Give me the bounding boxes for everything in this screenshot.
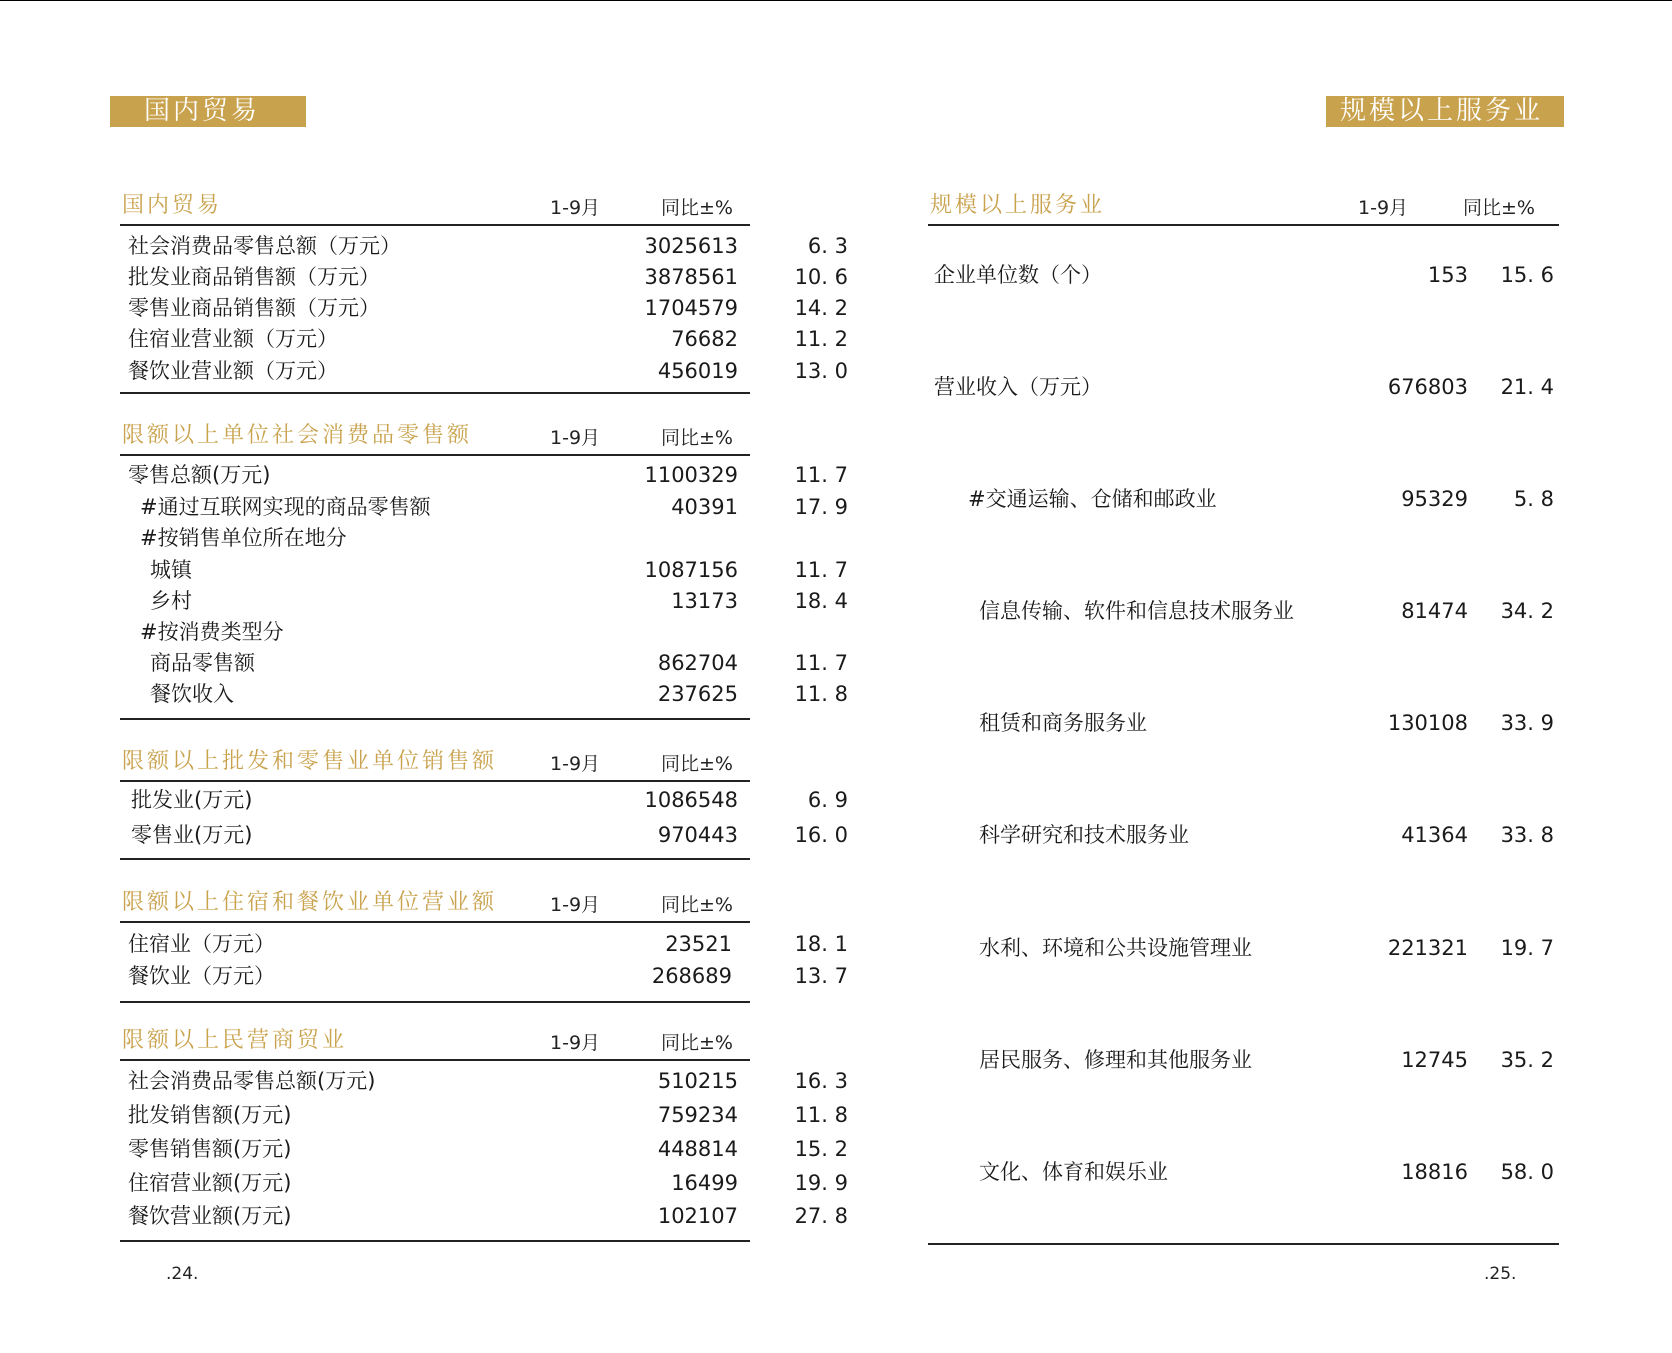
row-value: 41364 (1401, 823, 1468, 847)
table-row (128, 1168, 848, 1198)
row-yoy: 18. 1 (794, 932, 848, 956)
row-yoy: 13. 0 (794, 359, 848, 383)
table-row (128, 460, 848, 490)
row-label: 住宿业营业额（万元） (128, 327, 338, 351)
section-title: 限额以上单位社会消费品零售额 (122, 423, 473, 448)
table-row (934, 1157, 1554, 1187)
row-value: 13173 (671, 589, 738, 613)
section-bottom-rule (120, 1001, 750, 1003)
row-label: 批发销售额(万元) (128, 1103, 292, 1127)
row-value: 18816 (1401, 1160, 1468, 1184)
column-header-period: 1-9月 (1358, 197, 1409, 219)
row-value: 16499 (671, 1171, 738, 1195)
page-number-right: .25. (1484, 1264, 1517, 1284)
row-yoy: 17. 9 (794, 495, 848, 519)
row-label: 餐饮业（万元） (128, 964, 275, 988)
row-label: 零售业(万元) (131, 823, 253, 847)
table-row (934, 372, 1554, 402)
table-row (128, 262, 848, 292)
row-yoy: 14. 2 (794, 296, 848, 320)
table-row (128, 1134, 848, 1164)
table-row (934, 933, 1554, 963)
table-row (128, 293, 848, 323)
table-row (128, 785, 848, 815)
row-yoy: 6. 9 (807, 788, 848, 812)
row-label: 文化、体育和娱乐业 (979, 1160, 1168, 1184)
row-yoy: 11. 7 (794, 463, 848, 487)
table-row (934, 708, 1554, 738)
row-yoy: 10. 6 (794, 265, 848, 289)
row-value: 268689 (651, 964, 732, 988)
row-value: 153 (1427, 263, 1468, 287)
left-page-banner: 国内贸易 (110, 96, 306, 127)
table-row (128, 523, 758, 553)
table-row (128, 617, 758, 647)
row-label: 商品零售额 (150, 651, 255, 675)
section-bottom-rule (928, 1243, 1559, 1245)
row-value: 40391 (671, 495, 738, 519)
row-yoy: 19. 7 (1500, 936, 1554, 960)
row-yoy: 13. 7 (794, 964, 848, 988)
row-yoy: 58. 0 (1500, 1160, 1554, 1184)
section-header (120, 184, 750, 226)
table-row (128, 492, 848, 522)
table-row (128, 231, 848, 261)
table-row (128, 555, 848, 585)
row-label: 零售业商品销售额（万元） (128, 296, 380, 320)
row-value: 23521 (665, 932, 732, 956)
row-label: 批发业(万元) (131, 788, 253, 812)
row-label: 居民服务、修理和其他服务业 (979, 1048, 1252, 1072)
row-yoy: 21. 4 (1500, 375, 1554, 399)
row-label: 信息传输、软件和信息技术服务业 (979, 599, 1294, 623)
row-yoy: 11. 2 (794, 327, 848, 351)
row-label: 餐饮营业额(万元) (128, 1204, 292, 1228)
row-yoy: 16. 0 (794, 823, 848, 847)
row-label: 社会消费品零售总额(万元) (128, 1069, 376, 1093)
table-row (128, 679, 848, 709)
row-value: 130108 (1387, 711, 1468, 735)
column-header-period: 1-9月 (550, 894, 601, 916)
row-label: 零售销售额(万元) (128, 1137, 292, 1161)
row-value: 862704 (657, 651, 738, 675)
section-bottom-rule (120, 718, 750, 720)
row-yoy: 11. 7 (794, 651, 848, 675)
section-title: 限额以上住宿和餐饮业单位营业额 (122, 890, 498, 915)
column-header-period: 1-9月 (550, 427, 601, 449)
row-label: 批发业商品销售额（万元） (128, 265, 380, 289)
column-header-period: 1-9月 (550, 197, 601, 219)
table-row (934, 596, 1554, 626)
row-value: 1087156 (644, 558, 738, 582)
table-row (128, 648, 848, 678)
table-row (128, 586, 848, 616)
row-yoy: 33. 9 (1500, 711, 1554, 735)
row-yoy: 33. 8 (1500, 823, 1554, 847)
row-label: 租赁和商务服务业 (979, 711, 1147, 735)
table-row (128, 929, 848, 959)
table-row (128, 1201, 848, 1231)
table-row (128, 324, 848, 354)
row-label: 乡村 (150, 589, 192, 613)
section-title: 国内贸易 (122, 193, 223, 218)
row-value: 448814 (657, 1137, 738, 1161)
row-label: 零售总额(万元) (128, 463, 271, 487)
row-value: 1704579 (644, 296, 738, 320)
table-row (128, 1100, 848, 1130)
section-bottom-rule (120, 1240, 750, 1242)
row-yoy: 34. 2 (1500, 599, 1554, 623)
section-title: 限额以上民营商贸业 (122, 1028, 348, 1053)
row-value: 970443 (657, 823, 738, 847)
section-header (120, 414, 750, 456)
row-label: #按消费类型分 (140, 620, 284, 644)
section-header (120, 740, 750, 782)
row-value: 237625 (657, 682, 738, 706)
row-yoy: 5. 8 (1513, 487, 1554, 511)
section-bottom-rule (120, 392, 750, 394)
column-header-yoy: 同比±% (661, 894, 733, 916)
column-header-period: 1-9月 (550, 753, 601, 775)
row-yoy: 35. 2 (1500, 1048, 1554, 1072)
row-value: 3025613 (644, 234, 738, 258)
row-yoy: 15. 6 (1500, 263, 1554, 287)
column-header-yoy: 同比±% (661, 753, 733, 775)
column-header-yoy: 同比±% (661, 427, 733, 449)
row-yoy: 18. 4 (794, 589, 848, 613)
table-row (128, 820, 848, 850)
column-header-yoy: 同比±% (661, 1032, 733, 1054)
row-label: 住宿营业额(万元) (128, 1171, 292, 1195)
section-title: 限额以上批发和零售业单位销售额 (122, 749, 498, 774)
section-title: 规模以上服务业 (930, 193, 1106, 218)
row-label: 营业收入（万元） (934, 375, 1102, 399)
column-header-yoy: 同比±% (1463, 197, 1535, 219)
table-row (934, 484, 1554, 514)
table-row (934, 820, 1554, 850)
section-bottom-rule (120, 858, 750, 860)
top-border-line (0, 0, 1672, 1)
row-value: 456019 (657, 359, 738, 383)
table-row (128, 1066, 848, 1096)
row-yoy: 19. 9 (794, 1171, 848, 1195)
row-label: 餐饮业营业额（万元） (128, 359, 338, 383)
row-label: 水利、环境和公共设施管理业 (979, 936, 1252, 960)
row-yoy: 27. 8 (794, 1204, 848, 1228)
row-yoy: 6. 3 (807, 234, 848, 258)
row-value: 1086548 (644, 788, 738, 812)
row-value: 221321 (1387, 936, 1468, 960)
row-label: #通过互联网实现的商品零售额 (140, 495, 431, 519)
section-header (928, 184, 1559, 226)
right-page-banner: 规模以上服务业 (1326, 96, 1564, 127)
row-value: 76682 (671, 327, 738, 351)
row-yoy: 15. 2 (794, 1137, 848, 1161)
row-yoy: 16. 3 (794, 1069, 848, 1093)
row-label: 城镇 (150, 558, 192, 582)
row-value: 3878561 (644, 265, 738, 289)
row-yoy: 11. 8 (794, 1103, 848, 1127)
row-label: 住宿业（万元） (128, 932, 275, 956)
row-label: 科学研究和技术服务业 (979, 823, 1189, 847)
row-label: 企业单位数（个） (934, 263, 1102, 287)
row-label: #交通运输、仓储和邮政业 (968, 487, 1217, 511)
page-number-left: .24. (166, 1264, 199, 1284)
row-label: 社会消费品零售总额（万元） (128, 234, 401, 258)
row-value: 510215 (657, 1069, 738, 1093)
section-header (120, 881, 750, 923)
row-value: 1100329 (644, 463, 738, 487)
section-header (120, 1019, 750, 1061)
row-label: 餐饮收入 (150, 682, 234, 706)
row-yoy: 11. 7 (794, 558, 848, 582)
column-header-period: 1-9月 (550, 1032, 601, 1054)
row-value: 81474 (1401, 599, 1468, 623)
column-header-yoy: 同比±% (661, 197, 733, 219)
table-row (128, 961, 848, 991)
row-value: 676803 (1387, 375, 1468, 399)
table-row (934, 1045, 1554, 1075)
row-value: 95329 (1401, 487, 1468, 511)
row-yoy: 11. 8 (794, 682, 848, 706)
row-label: #按销售单位所在地分 (140, 526, 347, 550)
table-row (934, 260, 1554, 290)
row-value: 12745 (1401, 1048, 1468, 1072)
table-row (128, 356, 848, 386)
row-value: 102107 (657, 1204, 738, 1228)
row-value: 759234 (657, 1103, 738, 1127)
